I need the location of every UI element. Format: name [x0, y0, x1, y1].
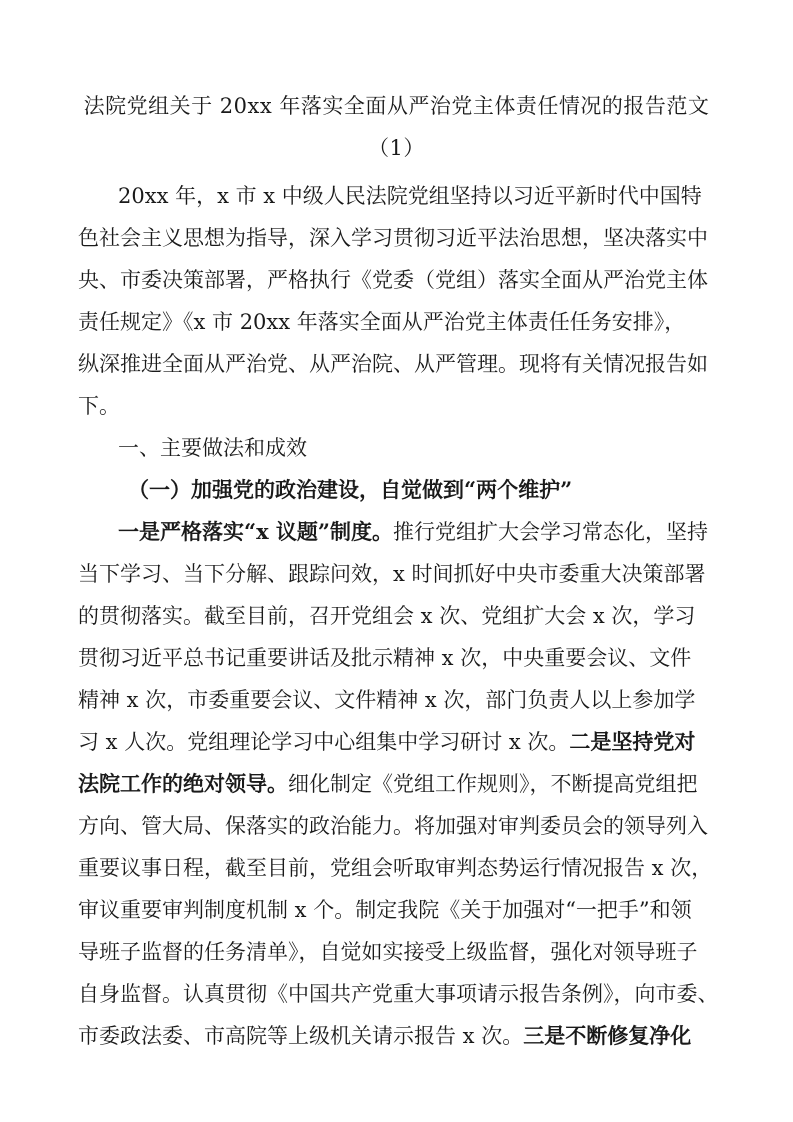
- document-title-suffix: （1）: [368, 136, 425, 160]
- paragraph-line: 责任规定》《x 市 20xx 年落实全面从严治党主体责任任务安排》，: [78, 310, 686, 334]
- line-text: 细化制定《党组工作规则》，不断提高党组把: [288, 772, 698, 796]
- paragraph-line: 自身监督。认真贯彻《中国共产党重大事项请示报告条例》，向市委、: [78, 982, 719, 1006]
- paragraph-line: 精神 x 次，市委重要会议、文件精神 x 次，部门负责人以上参加学: [78, 688, 696, 712]
- paragraph-line: [118, 520, 708, 544]
- section-heading: 一、主要做法和成效: [118, 436, 307, 460]
- document-title: 法院党组关于 20xx 年落实全面从严治党主体责任情况的报告范文: [83, 94, 710, 118]
- paragraph-line: 贯彻习近平总书记重要讲话及批示精神 x 次，中央重要会议、文件: [78, 646, 692, 670]
- paragraph-line: [78, 1024, 691, 1048]
- subsection-heading: （一）加强党的政治建设，自觉做到“两个维护”: [128, 477, 573, 502]
- paragraph-line: 央、市委决策部署，严格执行《党委（党组）落实全面从严治党主体: [78, 268, 708, 292]
- key-point: 法院工作的绝对领导。: [78, 771, 288, 796]
- paragraph-line: [78, 730, 695, 754]
- paragraph-line: 审议重要审判制度机制 x 个。制定我院《关于加强对“一把手”和领: [78, 898, 692, 922]
- key-point: 二是坚持党对: [569, 729, 696, 754]
- line-text: 推行党组扩大会学习常态化，坚持: [393, 520, 708, 544]
- paragraph-line: 纵深推进全面从严治党、从严治院、从严管理。现将有关情况报告如: [78, 352, 708, 376]
- paragraph-line: 的贯彻落实。截至目前，召开党组会 x 次、党组扩大会 x 次，学习: [78, 604, 696, 628]
- paragraph-line: 重要议事日程，截至目前，党组会听取审判态势运行情况报告 x 次，: [78, 856, 713, 880]
- paragraph-line: 20xx 年，x 市 x 中级人民法院党组坚持以习近平新时代中国特: [118, 184, 702, 208]
- line-text: 习 x 人次。党组理论学习中心组集中学习研讨 x 次。: [78, 730, 570, 754]
- key-point: 一是严格落实“x 议题”制度。: [118, 519, 393, 544]
- line-text: 市委政法委、市高院等上级机关请示报告 x 次。: [78, 1024, 524, 1048]
- paragraph-line: 下。: [78, 394, 120, 418]
- paragraph-line: 导班子监督的任务清单》，自觉如实接受上级监督，强化对领导班子: [78, 940, 698, 964]
- paragraph-line: [78, 772, 698, 796]
- paragraph-line: 当下学习、当下分解、跟踪问效，x 时间抓好中央市委重大决策部署: [78, 562, 706, 586]
- key-point: 三是不断修复净化: [523, 1023, 692, 1048]
- paragraph-line: 方向、管大局、保落实的政治能力。将加强对审判委员会的领导列入: [78, 814, 708, 838]
- paragraph-line: 色社会主义思想为指导，深入学习贯彻习近平法治思想，坚决落实中: [78, 226, 708, 250]
